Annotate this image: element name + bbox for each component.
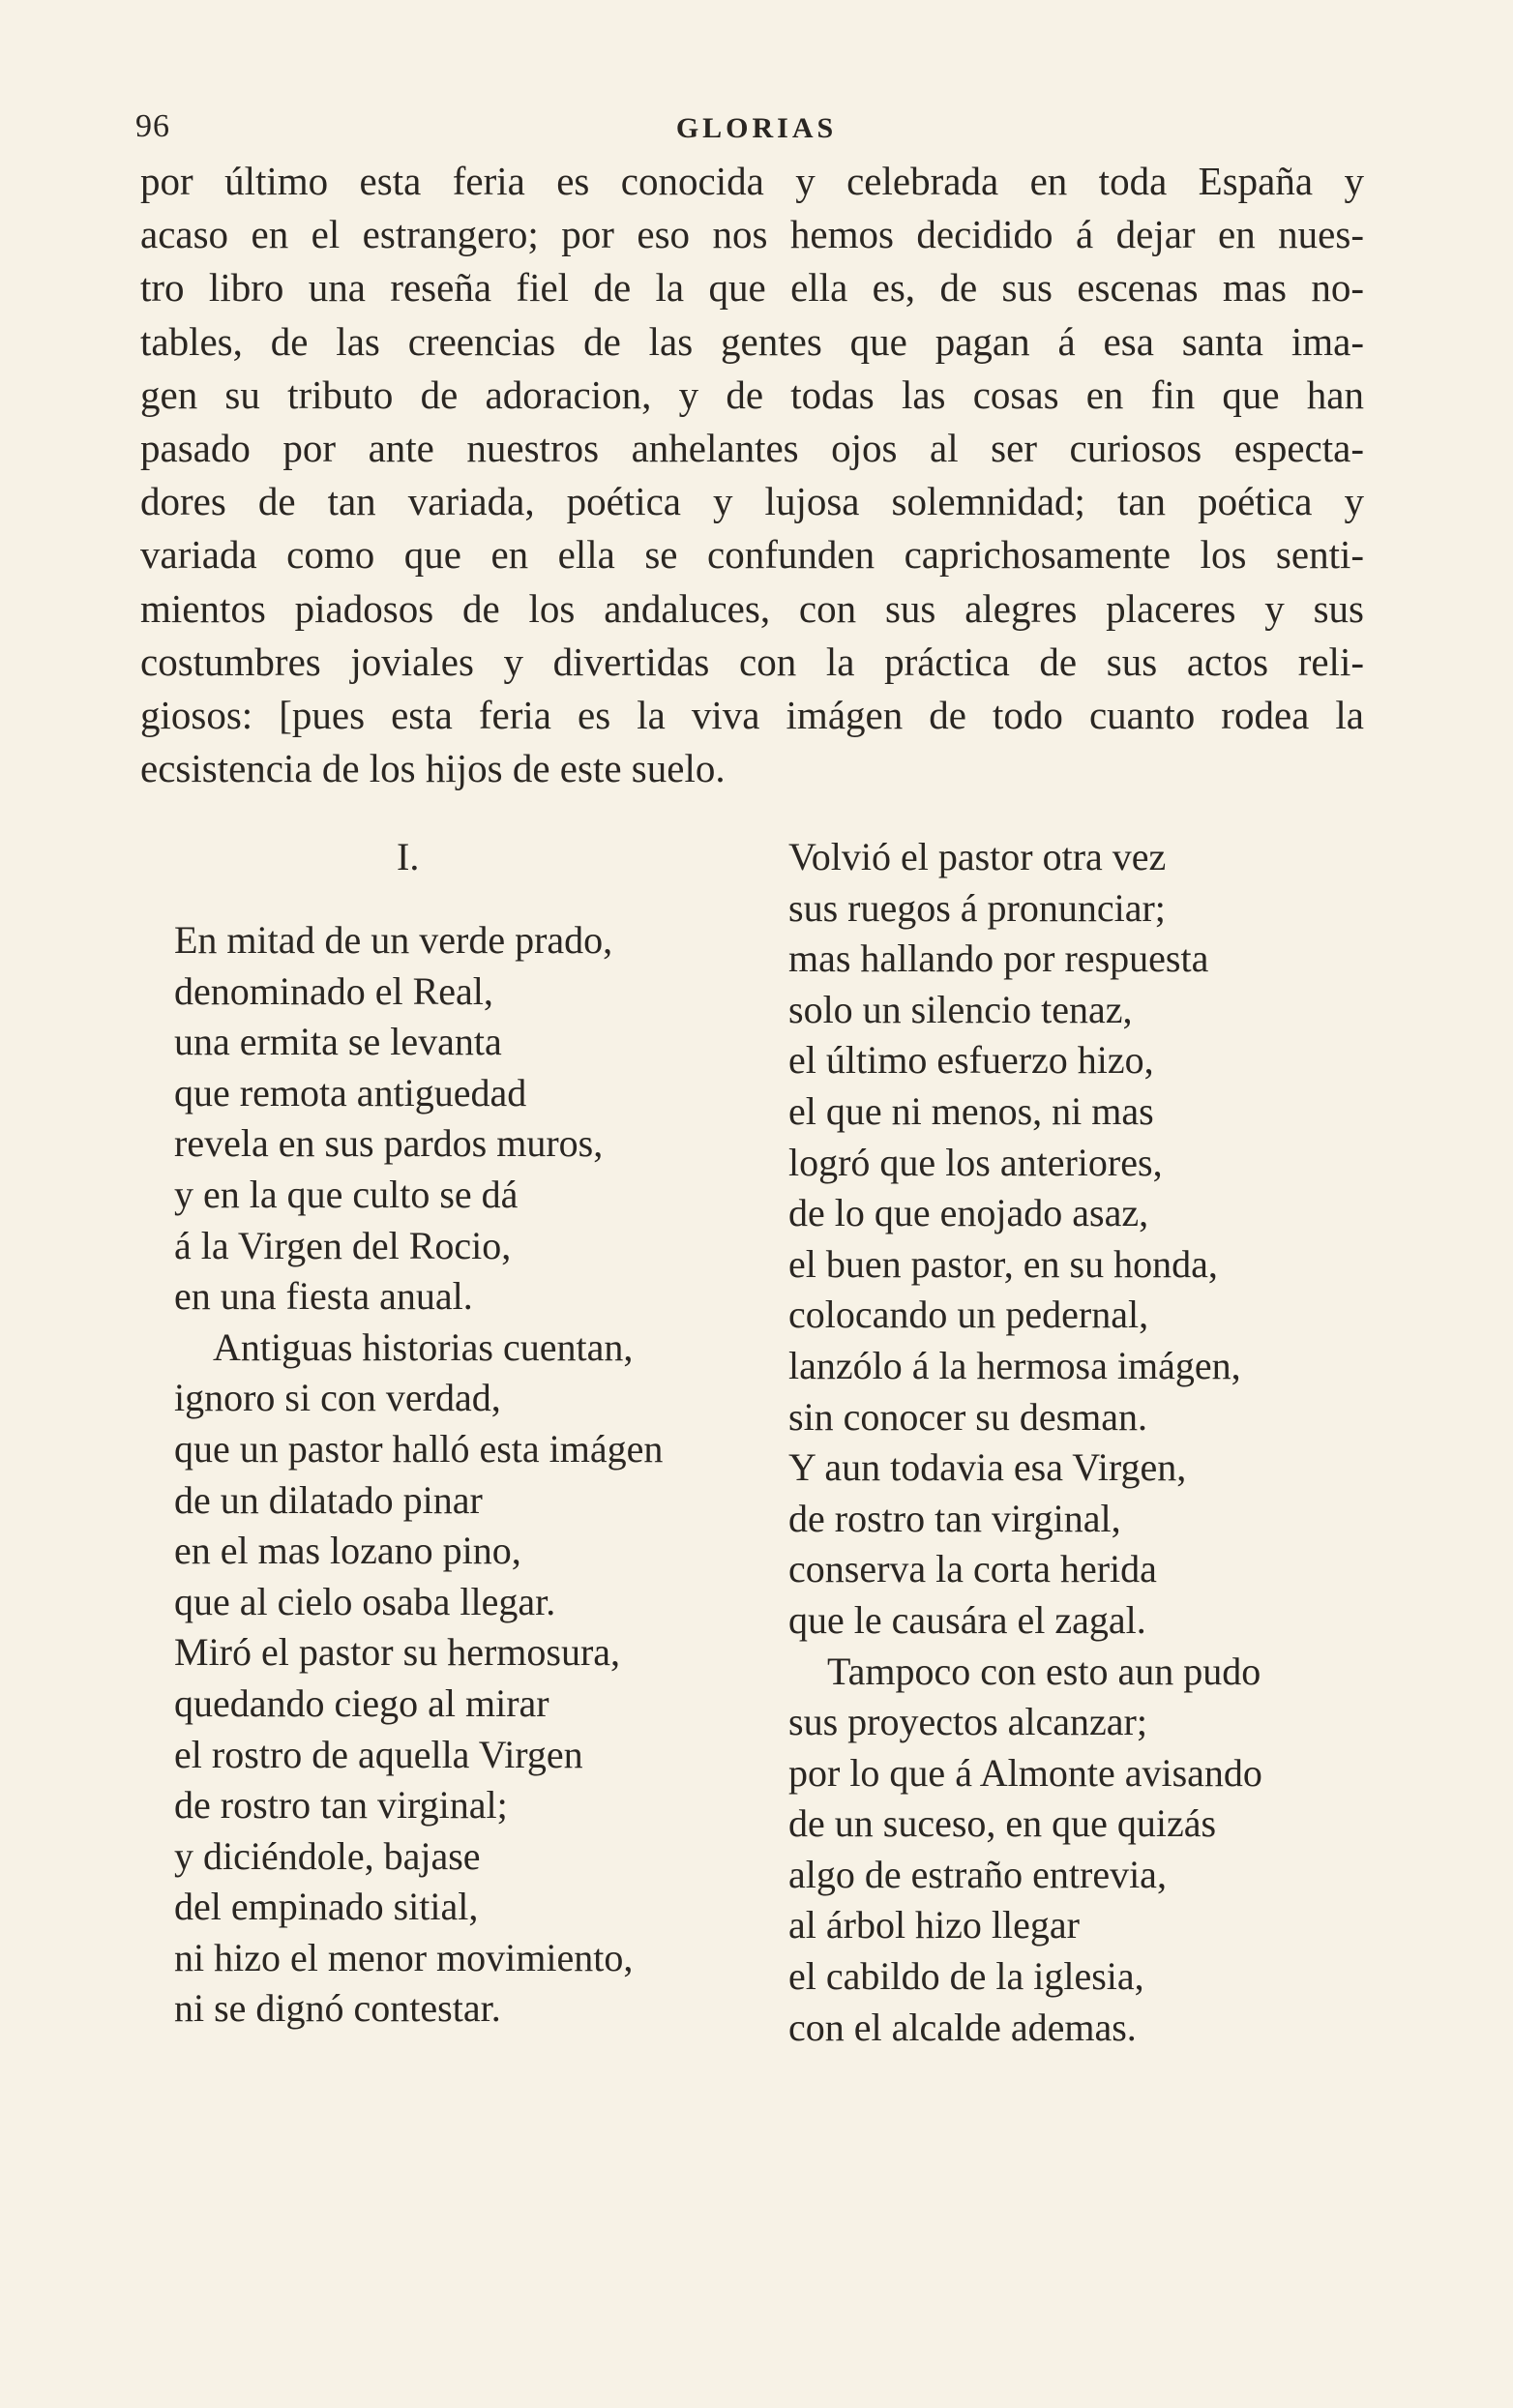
poem-left-column — [174, 832, 716, 2035]
verse-line: revela en sus pardos muros, — [174, 1121, 604, 1166]
verse-line: lanzólo á la hermosa imágen, — [788, 1343, 1241, 1387]
prose-line: variada como que en ella se confunden caprichosamente los senti- — [140, 532, 1364, 578]
verse-line: una ermita se levanta — [174, 1020, 502, 1064]
verse-line: al árbol hizo llegar — [788, 1903, 1080, 1947]
verse-line: En mitad de un verde prado, — [174, 918, 613, 962]
verse-line: algo de estraño entrevia, — [788, 1852, 1167, 1896]
verse-line: sin conocer su desman. — [788, 1394, 1148, 1439]
verse-line: el que ni menos, ni mas — [788, 1088, 1154, 1133]
verse-line: que al cielo osaba llegar. — [174, 1579, 556, 1623]
prose-line: acaso en el estrangero; por eso nos hemos decidido á dejar en nues- — [140, 212, 1364, 257]
verse-line: y diciéndole, bajase — [174, 1833, 481, 1878]
prose-line: costumbres joviales y divertidas con la práctica de sus actos reli- — [140, 639, 1364, 684]
verse-line: que un pastor halló esta imágen — [174, 1426, 664, 1471]
verse-line: Y aun todavia esa Virgen, — [788, 1445, 1187, 1490]
verse-line: el buen pastor, en su honda, — [788, 1241, 1218, 1286]
verse-line: con el alcalde ademas. — [788, 2005, 1137, 2049]
verse-line: quedando ciego al mirar — [174, 1680, 549, 1725]
verse-line: de rostro tan virginal; — [174, 1783, 508, 1828]
prose-line: tables, de las creencias de las gentes que pagan á esa santa ima- — [140, 318, 1364, 364]
verse-line: sus ruegos á pronunciar; — [788, 885, 1166, 930]
verse-line: el rostro de aquella Virgen — [174, 1732, 583, 1776]
verse-line: denominado el Real, — [174, 968, 493, 1013]
prose-line: pasado por ante nuestros anhelantes ojos al ser curiosos especta- — [140, 425, 1364, 470]
verse-line: del empinado sitial, — [174, 1885, 479, 1929]
running-head: GLORIAS — [675, 112, 838, 144]
page-number: 96 — [135, 108, 170, 144]
verse-line: ni se dignó contestar. — [174, 1986, 501, 2031]
verse-line: mas hallando por respuesta — [788, 936, 1209, 981]
verse-line: el cabildo de la iglesia, — [788, 1954, 1144, 1999]
poem-right-column — [788, 832, 1369, 2053]
verse-line: en una fiesta anual. — [174, 1274, 473, 1319]
verse-line: por lo que á Almonte avisando — [788, 1750, 1262, 1795]
verse-line: ignoro si con verdad, — [174, 1376, 501, 1420]
verse-line: colocando un pedernal, — [788, 1293, 1149, 1337]
verse-line: el último esfuerzo hizo, — [788, 1038, 1154, 1083]
verse-line: Tampoco con esto aun pudo — [827, 1649, 1261, 1693]
verse-line: sus proyectos alcanzar; — [788, 1700, 1147, 1744]
verse-line: Volvió el pastor otra vez — [788, 835, 1167, 878]
verse-line: y en la que culto se dá — [174, 1172, 519, 1216]
verse-line: en el mas lozano pino, — [174, 1529, 521, 1573]
verse-line: logró que los anteriores, — [788, 1140, 1163, 1184]
verse-line: de un dilatado pinar — [174, 1477, 483, 1522]
section-number: I. — [397, 835, 420, 878]
verse-line: Antiguas historias cuentan, — [213, 1324, 634, 1369]
verse-line: solo un silencio tenaz, — [788, 987, 1133, 1031]
verse-line: ni hizo el menor movimiento, — [174, 1935, 634, 1979]
verse-line: que remota antiguedad — [174, 1070, 527, 1115]
prose-paragraph — [140, 155, 1364, 795]
prose-line: por último esta feria es conocida y celebrada en toda España y — [140, 159, 1364, 203]
prose-line: gen su tributo de adoracion, y de todas las cosas en fin que han — [140, 372, 1364, 417]
prose-line: dores de tan variada, poética y lujosa solemnidad; tan poética y — [140, 479, 1364, 524]
prose-line: tro libro una reseña fiel de la que ella es, de sus escenas mas no- — [140, 265, 1364, 311]
verse-line: de un suceso, en que quizás — [788, 1801, 1217, 1846]
verse-line: que le causára el zagal. — [788, 1597, 1146, 1642]
prose-line: giosos: [pues esta feria es la viva imágen de todo cuanto rodea la — [140, 692, 1364, 737]
verse-line: de rostro tan virginal, — [788, 1496, 1121, 1540]
verse-line: conserva la corta herida — [788, 1547, 1157, 1591]
prose-line: ecsistencia de los hijos de este suelo. — [140, 746, 726, 791]
verse-line: de lo que enojado asaz, — [788, 1191, 1149, 1235]
verse-line: Miró el pastor su hermosura, — [174, 1630, 621, 1675]
verse-line: á la Virgen del Rocio, — [174, 1223, 512, 1267]
prose-line: mientos piadosos de los andaluces, con sus alegres placeres y sus — [140, 585, 1364, 631]
